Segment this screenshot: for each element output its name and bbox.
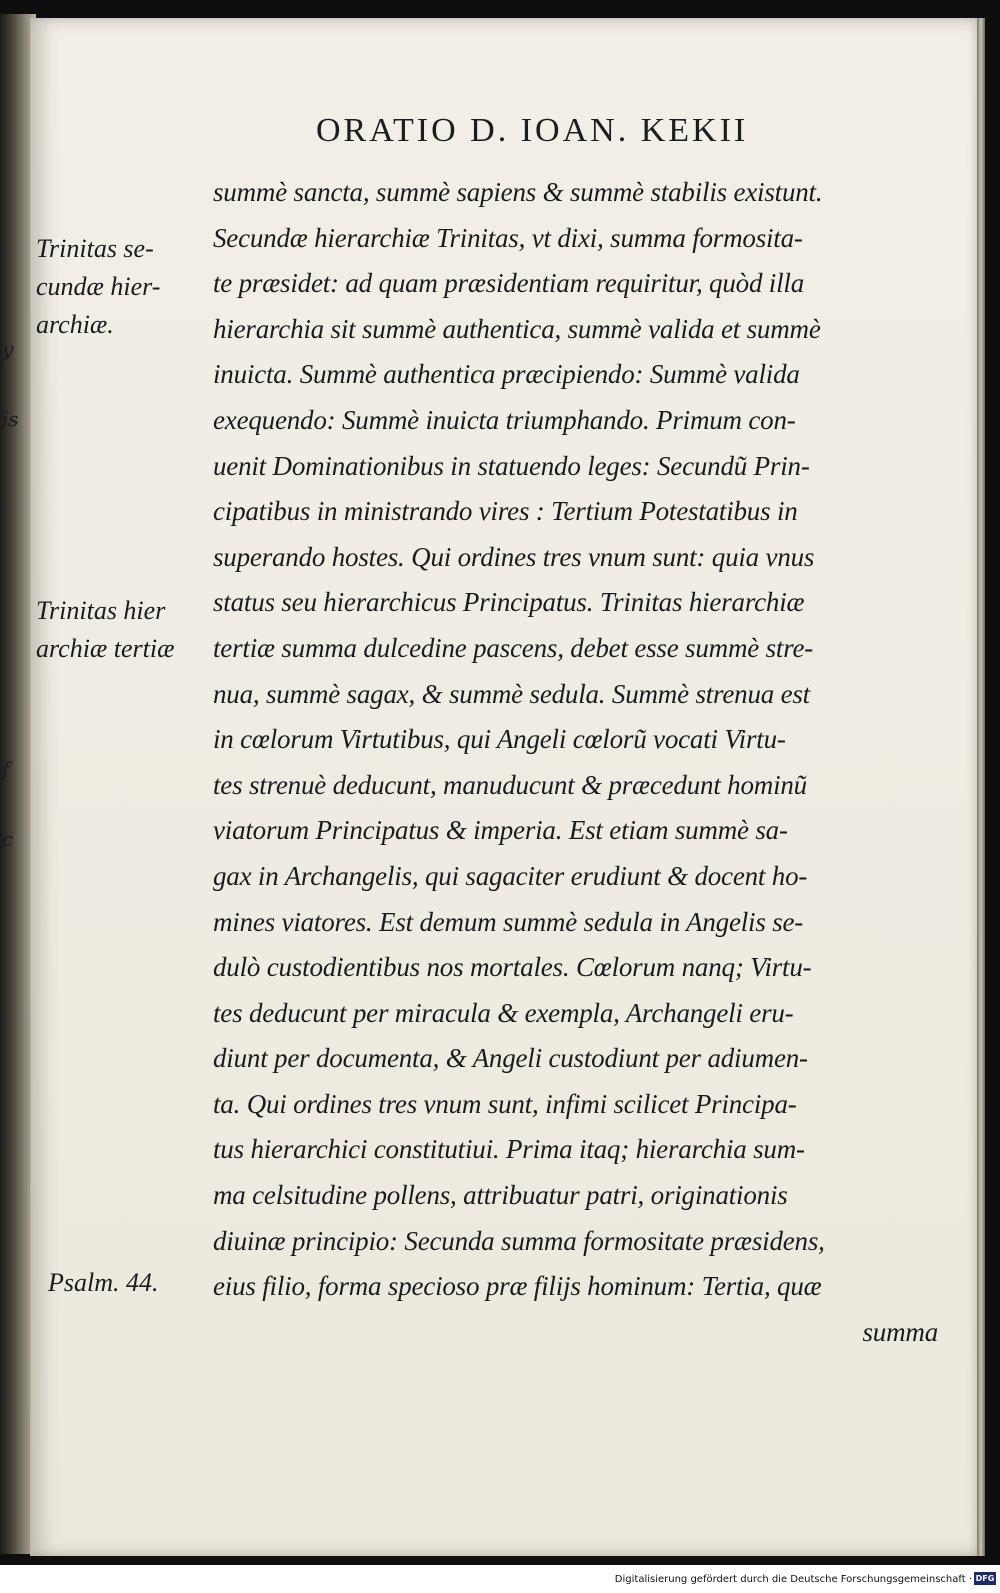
text-line: summè sancta, summè sapiens & summè stabilis existunt. [213,177,823,207]
marginal-line: Trinitas se- [36,234,154,263]
catchword: summa [862,1316,938,1347]
text-line: in cœlorum Virtutibus, qui Angeli cœlorũ vocati Virtu- [213,724,786,755]
dfg-logo: DFG [975,1574,995,1583]
text-line: superando hostes. Qui ordines tres vnum sunt: quia vnus [213,541,815,572]
text-line: status seu hierarchicus Principatus. Trinitas hierarchiæ [213,587,805,618]
spine-fragment: c [2,827,14,851]
text-line: cipatibus in ministrando vires : Tertium Potestatibus in [213,496,798,527]
text-line: eius filio, forma specioso præ filijs hominum: Tertia, quæ [213,1271,822,1302]
text-line: dulò custodientibus nos mortales. Cœlorum nanq; Virtu- [213,952,812,983]
spine-fragments [2,314,22,874]
marginal-note-tertia [36,592,208,668]
text-line: tertiæ summa dulcedine pascens, debet esse summè stre- [213,632,814,663]
body-text [213,170,948,1355]
text-line: ma celsitudine pollens, attribuatur patri, originationis [213,1180,788,1211]
text-line: ta. Qui ordines tres vnum sunt, infimi scilicet Principa- [213,1088,797,1119]
digitization-credit: Digitalisierung gefördert durch die Deutsche Forschungsgemeinschaft · [614,1574,972,1585]
text-line: hierarchia sit summè authentica, summè valida et summè [213,313,821,344]
marginal-line: archiæ tertiæ [36,634,175,663]
marginal-note-secunda [36,230,208,344]
marginal-line: cundæ hier- [36,272,161,301]
marginal-line: Psalm. 44. [48,1268,159,1297]
text-line: uenit Dominationibus in statuendo leges: Secundũ Prin- [213,450,810,481]
running-head: ORATIO D. IOAN. KEKII [316,112,749,149]
text-line: diuinæ principio: Secunda summa formositate præsidens, [213,1225,825,1256]
text-line: gax in Archangelis, qui sagaciter erudiunt & docent ho- [213,860,808,891]
text-line: diunt per documenta, & Angeli custodiunt per adiumen- [213,1043,808,1074]
spine-fragment: is [2,407,19,431]
text-line: tus hierarchici constitutiui. Prima itaq; hierarchia sum- [213,1134,805,1165]
text-line: tes strenuè deducunt, manuducunt & præcedunt hominũ [213,769,807,800]
text-line: Secundæ hierarchiæ Trinitas, vt dixi, summa formosita- [213,222,803,253]
page-edge [977,18,985,1556]
text-line: tes deducunt per miracula & exempla, Archangeli eru- [213,997,794,1028]
text-line: nua, summè sagax, & summè sedula. Summè strenua est [213,678,810,709]
marginal-line: archiæ. [36,310,114,339]
spine-fragment: y [2,337,14,361]
text-line: exequendo: Summè inuicta triumphando. Primum con- [213,404,796,435]
spine-fragment: f [2,757,10,781]
marginal-line: Trinitas hier [36,596,166,625]
text-line: te præsidet: ad quam præsidentiam requiritur, quòd illa [213,268,805,299]
text-line: viatorum Principatus & imperia. Est etiam summè sa- [213,815,788,846]
text-line: inuicta. Summè authentica præcipiendo: Summè valida [213,359,800,390]
text-line: mines viatores. Est demum summè sedula in Angelis se- [213,906,804,937]
marginal-note-psalm [48,1264,220,1302]
